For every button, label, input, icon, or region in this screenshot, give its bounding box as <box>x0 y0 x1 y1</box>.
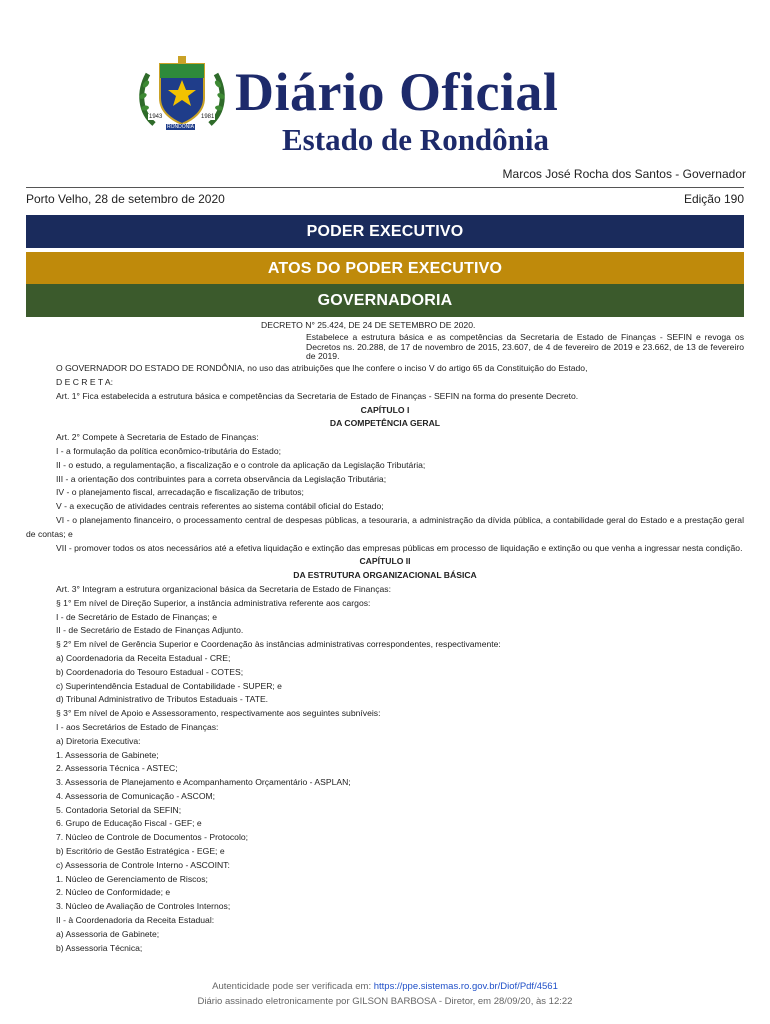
decreta: D E C R E T A: <box>56 376 113 387</box>
chapter-subtitle: DA COMPETÊNCIA GERAL <box>329 418 441 429</box>
article-line: Art. 3° Integram a estrutura organizacional básica da Secretaria de Estado de Finanças: <box>56 583 391 594</box>
seal-year-right: 1981 <box>201 114 215 120</box>
article-line: III - a orientação dos contribuintes para a correta observância da Legislação Tributária; <box>56 473 387 484</box>
preamble: O GOVERNADOR DO ESTADO DE RONDÔNIA, no uso das atribuições que lhe confere o inciso V do artigo 65 da Constituição do Estado, <box>56 363 588 374</box>
governor-name: Marcos José Rocha dos Santos - Governador <box>502 167 746 181</box>
chapter-title: CAPÍTULO II <box>359 556 411 567</box>
article-line: b) Coordenadoria do Tesouro Estadual - COTES; <box>56 666 244 677</box>
newspaper-title: Diário Oficial <box>235 62 559 122</box>
article-line: d) Tribunal Administrativo de Tributos Estaduais - TATE. <box>56 694 269 705</box>
section-band-poder-executivo: PODER EXECUTIVO <box>26 215 744 248</box>
chapter-subtitle: DA ESTRUTURA ORGANIZACIONAL BÁSICA <box>293 570 477 581</box>
section-band-governadoria: GOVERNADORIA <box>26 284 744 317</box>
article-line: I - a formulação da política econômico-tributária do Estado; <box>56 445 281 456</box>
decree-body <box>26 319 744 955</box>
authenticity-link[interactable]: https://ppe.sistemas.ro.gov.br/Diof/Pdf/4561 <box>373 981 558 992</box>
article-line: 5. Contadoria Setorial da SEFIN; <box>56 804 182 815</box>
authenticity-note <box>0 979 770 994</box>
decree-heading: DECRETO N° 25.424, DE 24 DE SETEMBRO DE 2020. <box>261 320 476 330</box>
article-line: a) Assessoria de Gabinete; <box>56 928 160 939</box>
edition-number: Edição 190 <box>683 192 744 206</box>
city-date: Porto Velho, 28 de setembro de 2020 <box>26 192 225 206</box>
newspaper-subtitle: Estado de Rondônia <box>282 122 550 157</box>
article-line: VII - promover todos os atos necessários até a efetiva liquidação e extinção das empresas públicas em processo de liquidação e extinção ou que venha a ingressar nesta condição. <box>56 542 743 553</box>
article-line: IV - o planejamento fiscal, arrecadação e fiscalização de tributos; <box>56 487 304 498</box>
article-line: VI - o planejamento financeiro, o processamento central de despesas públicas, a tesouraria, a administração da dívida pública, a contabilidade geral do Estado e a prestação geral de contas; e <box>26 514 744 539</box>
article-line: 3. Assessoria de Planejamento e Acompanhamento Orçamentário - ASPLAN; <box>56 777 351 788</box>
article-line: 4. Assessoria de Comunicação - ASCOM; <box>56 790 216 801</box>
article-line: Art. 1° Fica estabelecida a estrutura básica e competências da Secretaria de Estado de Finanças - SEFIN na forma do presente Decreto. <box>56 390 579 401</box>
article-line: c) Superintendência Estadual de Contabilidade - SUPER; e <box>56 680 282 691</box>
article-line: II - à Coordenadoria da Receita Estadual: <box>56 915 215 926</box>
chapter-title: CAPÍTULO I <box>360 404 410 415</box>
article-line: c) Assessoria de Controle Interno - ASCOINT: <box>56 859 230 870</box>
article-line: 7. Núcleo de Controle de Documentos - Protocolo; <box>56 832 249 843</box>
article-line: a) Diretoria Executiva: <box>56 735 141 746</box>
article-line: § 2° Em nível de Gerência Superior e Coordenação às instâncias administrativas correspondentes, respectivamente: <box>56 639 501 650</box>
decree-summary: Estabelece a estrutura básica e as competências da Secretaria de Estado de Finanças - SEFIN e revoga os Decretos ns. 20.288, de 17 de novembro de 2015, 23.607, de 4 de fevereiro de 2019 e 23.662, de 13 de fevereiro de 2019. <box>306 331 744 362</box>
edition-info-bar <box>26 187 744 208</box>
article-line: 2. Núcleo de Conformidade; e <box>56 887 171 898</box>
article-line: § 3° Em nível de Apoio e Assessoramento, respectivamente aos seguintes subníveis: <box>56 708 381 719</box>
article-line: V - a execução de atividades centrais referentes ao sistema contábil oficial do Estado; <box>56 501 384 512</box>
article-line: 2. Assessoria Técnica - ASTEC; <box>56 763 178 774</box>
section-band-atos: ATOS DO PODER EXECUTIVO <box>26 252 744 285</box>
article-line: 6. Grupo de Educação Fiscal - GEF; e <box>56 818 202 829</box>
article-line: II - o estudo, a regulamentação, a fiscalização e o controle da aplicação da Legislação Tributária; <box>56 459 426 470</box>
masthead <box>0 0 770 206</box>
article-line: II - de Secretário de Estado de Finanças Adjunto. <box>56 625 244 636</box>
article-line: § 1° Em nível de Direção Superior, a instância administrativa referente aos cargos: <box>56 597 371 608</box>
article-line: 1. Núcleo de Gerenciamento de Riscos; <box>56 873 208 884</box>
article-line: b) Escritório de Gestão Estratégica - EGE; e <box>56 846 225 857</box>
authenticity-label: Autenticidade pode ser verificada em: <box>212 981 374 992</box>
article-line: 3. Núcleo de Avaliação de Controles Internos; <box>56 901 231 912</box>
seal-year-left: 1943 <box>149 114 163 120</box>
article-line: I - de Secretário de Estado de Finanças; e <box>56 611 217 622</box>
article-line: I - aos Secretários de Estado de Finanças: <box>56 721 219 732</box>
article-line: 1. Assessoria de Gabinete; <box>56 749 159 760</box>
signature-note: Diário assinado eletronicamente por GILSON BARBOSA - Diretor, em 28/09/20, às 12:22 <box>197 996 573 1007</box>
article-line: b) Assessoria Técnica; <box>56 942 143 953</box>
article-line: Art. 2° Compete à Secretaria de Estado de Finanças: <box>56 432 259 443</box>
page-footer <box>0 979 770 1009</box>
article-line: a) Coordenadoria da Receita Estadual - CRE; <box>56 652 231 663</box>
seal-state-name: RONDÔNIA <box>167 124 194 130</box>
